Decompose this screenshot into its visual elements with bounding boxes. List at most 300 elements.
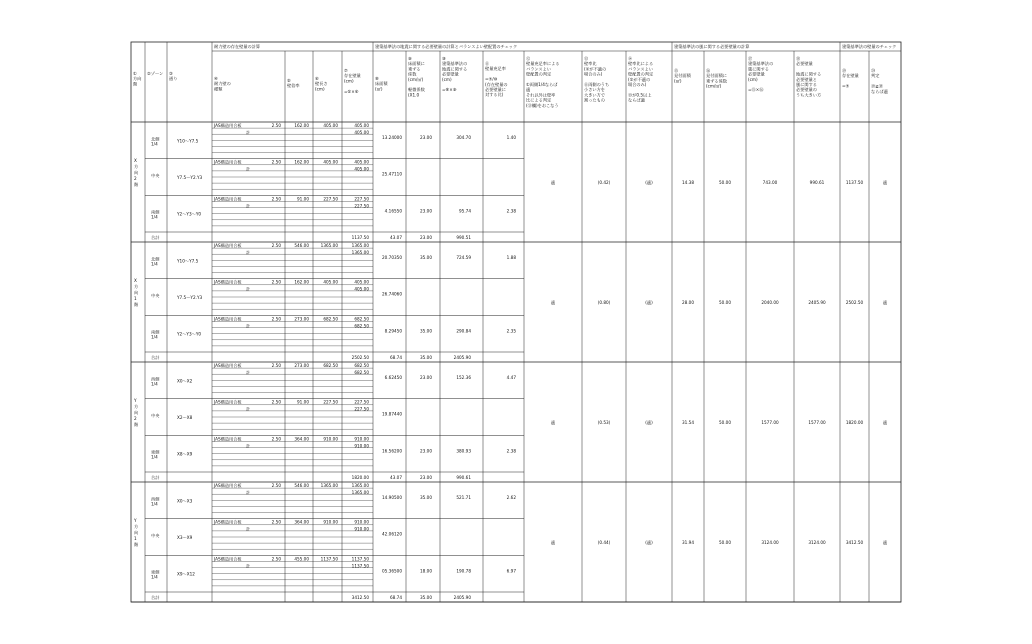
existing-wall: 227.50 [354,196,369,202]
column-header-2: ②ゾーン [147,71,164,76]
column-header-20: ⑲≧⑱ [871,83,883,89]
zone-name: 北側 [151,136,160,142]
existing-subtotal: 1365.00 [351,490,369,495]
column-header-18: ⑱ [796,56,801,61]
existing-wall: 227.50 [323,196,338,202]
column-header-10: 建築基準法の [442,61,468,67]
wall-rate-ratio: (0.44) [597,540,611,545]
column-header-13: 場合のみ) [584,71,603,77]
floor-area: 8.29450 [384,328,402,334]
existing-wall: 1137.50 [351,556,369,562]
column-header-18: 風に関する [796,82,817,87]
column-header-13: ⑬ [584,56,589,61]
column-header-9: 床面積に [408,61,425,67]
existing-subtotal: 682.50 [354,370,369,375]
column-header-6: 壁長さ [315,81,328,87]
existing-wall: 405.00 [354,159,369,165]
existing-wall: 910.00 [354,519,369,525]
required-wall: 724.59 [456,255,471,260]
required-wall: 304.70 [456,135,471,140]
column-header-7: 存在壁量 [344,73,361,79]
column-header-16: 見付面積に [706,73,727,79]
zone-name: 1/4 [151,454,158,460]
column-header-12: それ以外は壁率 [526,92,556,98]
final-judgement: 適 [882,180,888,185]
total-floor-area: 43.07 [390,475,402,480]
wall-length: 91.00 [297,196,309,202]
existing-wall: 227.50 [354,399,369,405]
subtotal-label: 計 [246,130,251,135]
direction-label: 階 [134,542,139,547]
column-header-17: ⑰ [748,56,753,61]
existing-wall: 682.50 [323,316,338,322]
final-judgement: 適 [882,300,888,305]
zone-name: 中央 [151,173,160,178]
column-header-1: 方向 [133,76,142,82]
existing-wall: 405.00 [323,159,338,165]
column-header-16: 乗ずる係数 [706,78,727,84]
zone-name: 1/4 [151,214,158,220]
column-header-13: 小さい方を [584,87,605,93]
required-wall-max: 990.61 [809,180,825,185]
total-coefficient: 23.00 [420,235,432,240]
subtotal-label: 計 [246,563,251,569]
existing-wall: 1137.50 [320,556,338,562]
column-header-11: 対する比) [485,92,504,98]
column-header-10: ⑩ [442,56,446,61]
zone-name: 1/4 [151,574,158,580]
existing-wall: 682.50 [354,363,369,368]
column-header-9: ⑨ [408,56,412,61]
floor-coefficient: 35.00 [420,255,432,260]
zone-name: 南側 [151,329,160,335]
existing-wall: 1365.00 [351,483,369,488]
street-range: X8〜X9 [177,451,193,457]
column-header-8: ⑧ [375,76,379,81]
wall-type: JAS構造用合板 [214,243,242,248]
column-header-9: (cm/㎡) [408,76,424,82]
wall-type: JAS構造用合板 [214,436,242,442]
column-header-17: 建築基準法の [748,61,774,67]
existing-subtotal: 227.50 [354,203,369,209]
existing-subtotal: 682.50 [354,323,369,329]
wall-length: 91.00 [297,399,309,405]
column-header-16: (cm/㎡) [706,83,722,89]
wall-type: JAS構造用合板 [214,316,242,322]
street-range: Y10〜Y7.5 [177,258,199,264]
wall-type: JAS構造用合板 [214,363,242,368]
floor-area: 25.47110 [382,171,402,177]
required-wall: 521.71 [456,495,471,500]
total-label: 合計 [151,475,160,480]
floor-coefficient: 23.00 [420,135,432,140]
column-header-5: ⑤ [287,78,291,83]
direction-label: 1 [134,296,137,301]
floor-area: 6.62450 [384,375,402,380]
wall-type: JAS構造用合板 [214,279,242,285]
column-header-19: =⑦ [842,83,850,89]
column-header-9: 係数 [408,71,417,77]
subtotal-label: 計 [246,490,251,495]
column-header-13: 割ったもの [584,97,605,103]
column-header-12: ①両側1/4ならば [526,82,558,87]
existing-subtotal: 910.00 [354,526,369,532]
column-header-7: =⑤×⑥ [344,88,359,94]
wall-length: 546.00 [294,483,309,488]
floor-area: 13.24000 [382,135,402,140]
existing-wall: 682.50 [354,316,369,322]
column-header-4: 種類 [214,86,223,92]
column-header-15: 見付面積 [674,73,691,79]
direction-label: 向 [134,170,139,175]
zone-name: 中央 [151,533,160,538]
existing-wall-total: 3412.50 [845,540,864,545]
column-header-18: 必要壁量と [796,76,817,82]
direction-label: 階 [134,182,139,187]
column-header-1: ① [133,71,137,76]
column-header-16: ⑯ [706,68,711,73]
existing-subtotal: 405.00 [354,286,369,292]
wall-multiplier: 2.50 [271,436,281,442]
existing-wall: 1365.00 [320,483,338,488]
column-header-12: 比による判定 [526,97,552,103]
required-wall: 190.78 [456,568,471,574]
wall-type: JAS構造用合板 [214,123,242,128]
direction-label: 向 [134,290,139,295]
total-existing: 1137.50 [351,235,369,240]
street-range: X0〜X2 [177,378,193,384]
zone-name: 南側 [151,209,160,215]
wall-length: 273.00 [294,363,309,368]
zone-name: 西側 [151,496,160,502]
direction-label: 向 [134,410,139,415]
balance-judgement: 適 [550,540,556,545]
floor-area: 16.56200 [382,448,402,454]
direction-label: 方 [134,164,139,169]
wall-rate-ratio: (0.42) [597,180,611,185]
elevation-area: 31.54 [682,420,694,425]
final-judgement: 適 [882,540,888,545]
subtotal-label: 計 [246,443,251,449]
existing-subtotal: 910.00 [354,443,369,449]
existing-subtotal: 1137.50 [351,563,369,569]
existing-wall: 910.00 [323,519,338,525]
group-title-check: 建築基準法の壁量のチェック [842,44,897,49]
existing-subtotal: 405.00 [354,166,369,172]
existing-subtotal: 227.50 [354,406,369,412]
existing-wall: 1365.00 [351,243,369,248]
wind-required: 1577.00 [761,420,779,425]
sheet-frame [131,42,901,602]
wall-multiplier: 2.50 [271,399,281,405]
floor-area: 42.06120 [382,531,402,537]
wall-rate-ratio: (0.80) [597,300,611,305]
existing-subtotal: 1365.00 [351,250,369,255]
column-header-14: (①が不適の [628,76,651,82]
wind-coefficient: 50.00 [719,180,731,185]
total-label: 合計 [151,235,160,240]
wall-multiplier: 2.50 [271,196,281,202]
floor-area: 4.16550 [384,208,402,214]
column-header-18: 地震に関する [796,71,822,77]
street-range: Y7.5〜Y2.Y3 [177,175,203,180]
floor-coefficient: 18.00 [420,568,432,574]
wind-required: 3124.00 [761,540,779,545]
street-range: Y2〜Y3〜Y0 [177,211,202,217]
subtotal-label: 計 [246,166,251,172]
column-header-5: 壁倍率 [287,83,300,89]
column-header-17: 必要壁量 [748,71,765,77]
elevation-area: 14.38 [682,180,694,185]
wall-multiplier: 2.50 [271,279,281,285]
wall-type: JAS構造用合板 [214,159,242,165]
final-judgement: 適 [882,420,888,425]
column-header-9: 乗ずる [408,66,421,72]
column-header-20: ⑳ [871,68,876,73]
subtotal-label: 計 [246,286,251,292]
zone-name: 東側 [151,569,160,575]
wall-multiplier: 2.50 [271,556,281,562]
wall-multiplier: 2.50 [271,316,281,322]
floor-area: 26.74060 [382,291,402,297]
total-coefficient: 23.00 [420,475,432,480]
floor-coefficient: 35.00 [420,495,432,500]
existing-wall: 910.00 [323,436,338,442]
total-existing: 3412.50 [351,595,369,600]
zone-name: 1/4 [151,141,158,147]
direction-label: 階 [134,302,139,307]
column-header-14: 場合のみ) [628,82,647,87]
wall-multiplier: 2.50 [271,123,281,128]
column-header-14: ⑬が0.5以上 [628,92,652,98]
wall-length: 546.00 [294,243,309,248]
floor-area: 14.90500 [382,495,402,500]
zone-name: 1/4 [151,501,158,507]
column-header-17: =⑮×⑯ [748,87,764,93]
direction-label: Y [134,398,137,403]
zone-name: 1/4 [151,261,158,267]
street-range: X2〜X8 [177,415,193,420]
group-title-wall: 耐力壁の存在壁量の計算 [214,44,261,49]
column-header-14: バランスよい [628,66,653,72]
existing-wall: 682.50 [323,363,338,368]
total-existing: 2502.50 [351,355,369,360]
group-title-wind: 建築基準法の風に関する必要壁量の計算 [674,44,750,49]
zone-name: 中央 [151,293,160,298]
wall-type: JAS構造用合板 [214,519,242,525]
total-required: 2405.90 [453,595,471,600]
total-coefficient: 35.00 [420,355,432,360]
column-header-7: ⑦ [344,68,348,73]
total-required: 2405.90 [453,355,471,360]
column-header-14: ならば適 [628,97,645,103]
column-header-20: ならば適 [871,88,888,94]
existing-wall: 227.50 [323,399,338,405]
total-coefficient: 35.00 [420,595,432,600]
column-header-11: (存在壁量の [485,81,508,87]
column-header-11: =⑦/⑩ [485,76,498,82]
column-header-18: 必要壁量 [796,61,813,67]
fill-ratio: 2.38 [506,448,516,454]
column-header-11: 必要壁量に [485,87,506,92]
required-wall-max: 2405.90 [808,300,826,305]
required-wall-max: 3124.00 [808,540,826,545]
fill-ratio: 2.35 [506,328,516,334]
wall-type: JAS構造用合板 [214,483,242,488]
fill-ratio: 2.38 [506,208,516,214]
wall-length: 162.00 [294,123,309,128]
existing-subtotal: 405.00 [354,130,369,135]
direction-label: 方 [134,284,139,289]
total-required: 990.61 [456,475,471,480]
balance-judgement: 適 [550,300,556,305]
direction-label: X [134,278,137,283]
subtotal-label: 計 [246,526,251,532]
column-header-20: 判定 [871,73,880,79]
column-header-6: (cm) [315,86,325,92]
zone-name: 北側 [151,256,160,262]
fill-ratio: 6.97 [506,568,516,574]
column-header-10: 必要壁量 [442,71,459,77]
column-header-3: ③ [169,71,173,76]
column-header-15: ⑮ [674,68,679,73]
column-header-12: バランスよい [526,66,551,72]
wind-coefficient: 50.00 [719,540,731,545]
column-header-11: ⑪ [485,61,490,66]
existing-wall-total: 1137.50 [845,180,864,185]
existing-wall: 405.00 [323,123,338,128]
required-wall: 380.93 [456,448,471,454]
rate-judgement: (適) [645,420,653,425]
column-header-13: ⑪両側のうち [584,82,610,87]
direction-label: 向 [134,530,139,535]
balance-judgement: 適 [550,180,556,185]
wall-multiplier: 2.50 [271,483,281,488]
direction-label: 1 [134,536,137,541]
total-floor-area: 43.07 [390,235,402,240]
subtotal-label: 計 [246,323,251,329]
wall-length: 162.00 [294,279,309,285]
direction-label: 2 [134,416,137,421]
column-header-9: (X1.0 [408,92,420,98]
fill-ratio: 2.62 [506,495,516,500]
column-header-8: 床面積 [375,81,388,87]
group-title-seismic: 建築基準法の地震に関する必要壁量の計算とバランスよい壁配置のチェック [375,44,518,49]
column-header-3: 通り [169,76,178,82]
wall-length: 162.00 [294,159,309,165]
floor-coefficient: 23.00 [420,448,432,454]
floor-area: 05.36500 [382,568,402,574]
wall-length: 364.00 [294,436,309,442]
wind-required: 2040.00 [761,300,779,305]
column-header-14: 壁配置の判定 [628,71,654,77]
column-header-9: 軽微係数 [408,87,425,93]
required-wall: 95.74 [459,208,471,214]
column-header-7: (cm) [344,78,354,84]
elevation-area: 28.00 [682,300,694,305]
total-required: 990.51 [456,235,471,240]
street-range: Y2〜Y3〜Y0 [177,331,202,337]
street-range: Y10〜Y7.5 [177,138,199,144]
column-header-18: 必要壁量の [796,87,817,93]
direction-label: X [134,158,137,163]
zone-name: 1/4 [151,334,158,340]
required-wall: 290.84 [456,328,471,334]
total-floor-area: 68.74 [390,595,402,600]
column-header-4: 耐力壁の [214,81,231,87]
fill-ratio: 1.40 [506,135,516,140]
column-header-12: ⑫ [526,56,531,61]
direction-label: 階 [134,422,139,427]
balance-judgement: 適 [550,420,556,425]
floor-area: 20.70350 [382,255,402,260]
existing-wall: 405.00 [354,123,369,128]
column-header-10: (cm) [442,76,452,82]
wall-multiplier: 2.50 [271,363,281,368]
required-wall: 152.36 [456,375,471,380]
total-existing: 1820.00 [351,475,369,480]
street-range: Y7.5〜Y2.Y3 [177,295,203,300]
column-header-1: 階 [133,81,138,87]
column-header-13: 壁率比 [584,61,597,67]
wind-coefficient: 50.00 [719,300,731,305]
total-label: 合計 [151,355,160,360]
wall-length: 273.00 [294,316,309,322]
column-header-12: 壁量充足率による [526,61,560,67]
existing-wall-total: 1820.00 [845,420,864,425]
subtotal-label: 計 [246,250,251,255]
column-header-4: ④ [214,76,218,81]
column-header-14: ⑭ [628,56,633,61]
existing-wall: 910.00 [354,436,369,442]
zone-name: 1/4 [151,381,158,387]
column-header-14: 壁率比による [628,61,654,67]
fill-ratio: 1.88 [506,255,516,260]
floor-coefficient: 23.00 [420,375,432,380]
rate-judgement: (適) [645,540,653,545]
rate-judgement: (適) [645,180,653,185]
wall-multiplier: 2.50 [271,159,281,165]
column-header-15: (㎡) [674,78,682,84]
existing-wall-total: 2502.50 [845,300,864,305]
zone-name: 西側 [151,376,160,382]
column-header-11: 壁量充足率 [485,66,506,72]
subtotal-label: 計 [246,406,251,412]
existing-wall: 405.00 [354,279,369,285]
wall-rate-ratio: (0.53) [597,420,611,425]
floor-coefficient: 23.00 [420,208,432,214]
column-header-12: 壁配置の判定 [526,71,552,77]
column-header-10: =⑧×⑨ [442,87,457,93]
column-header-13: (①が不適の [584,66,607,72]
direction-label: 方 [134,524,139,529]
wall-type: JAS構造用合板 [214,556,242,562]
street-range: X3〜X9 [177,535,193,540]
column-header-17: (cm) [748,76,758,82]
column-header-19: 存在壁量 [842,73,859,79]
street-range: X0〜X3 [177,498,193,504]
column-header-13: 大きい方で [584,92,605,98]
direction-label: 方 [134,404,139,409]
column-header-18: うち大きい方 [796,92,822,98]
wall-length: 455.00 [294,556,309,562]
existing-wall: 1365.00 [320,243,338,248]
required-wall-max: 1577.00 [808,420,826,425]
column-header-12: (⑬欄)をおこなう [526,102,559,108]
column-header-17: 風に関する [748,66,769,72]
existing-wall: 405.00 [323,279,338,285]
zone-name: 中央 [151,413,160,418]
